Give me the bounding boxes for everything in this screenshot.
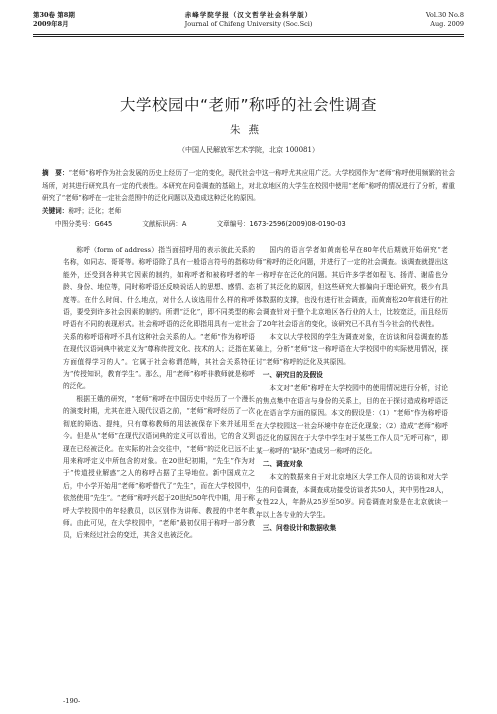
right-column — [256, 244, 448, 535]
date-en: Aug. 2009 — [430, 20, 464, 28]
header-rule — [33, 34, 464, 35]
article-title: 大学校园中“老师”称呼的社会性调查 — [119, 96, 378, 114]
clc-number: 中图分类号：G645 — [55, 220, 113, 228]
keywords — [42, 205, 455, 218]
date-cn: 2009年8月 — [33, 20, 69, 28]
section-heading: 二、调查对象 — [262, 459, 303, 468]
keywords-text: 称呼；泛化；老师 — [68, 206, 122, 215]
affiliation: （中国人民解放军艺术学院，北京 100081） — [178, 146, 319, 154]
journal-title-en: Journal of Chifeng University (Soc.Sci) — [184, 20, 313, 28]
abstract-label: 摘 要： — [42, 169, 69, 177]
section-heading: 三、问卷设计和数据收集 — [262, 523, 337, 532]
volume-en: Vol.30 No.8 — [425, 11, 464, 19]
article-number: 文章编号：1673-2596(2009)08-0190-03 — [216, 220, 346, 228]
abstract-text: “老师”称呼作为社会发展的历史上经历了一定的变化，现代社会中这一称呼尤其应用广泛。大学校园作为“老师”称呼使用频繁的社会场所，对其进行研究具有一定的代表性。本研究在问卷调查的基础上，对北京地区的大学生在校园中使用“老师”称呼的情况进行了分析，着重研究了“老师”称呼在一定社会范围中的泛化问题以及造成这种泛化的原因。 — [42, 169, 455, 202]
paragraph: 国内的语言学者如黄南松早在80年代后期就开始研究“老师”称呼的泛化问题，并进行了一定的社会调查。该调查就提出这一称呼存在泛化的问题。其后许多学者如程飞、扬青、谢盾也分析了其泛化的原因，但这些研究大都偏向于理论研究，极少有具体数据的支撑，也没有进行社会调查，而黄南松20年前进行的社会调查针对于整个北京地区各行业的人士，比较宽泛，而且经历了20年社会语言的变化，该研究已不具有当今社会的代表性。 — [256, 246, 448, 329]
abstract — [42, 167, 455, 217]
header-center — [33, 11, 464, 29]
document-code: 文献标识码：A — [142, 220, 187, 228]
left-column — [63, 244, 255, 542]
volume-cn: 第30卷 第8期 — [33, 11, 75, 19]
section-heading: 一、研究目的及假设 — [262, 371, 323, 380]
paragraph: 称呼（form of address）指当面招呼用的表示彼此关系的名称，如同志、哥哥等。称呼语除了具有一般语言符号的指称功能外，还受到各种其它因素的制约，如称呼者和被称呼者的年龄、身份、地位等，同时称呼语还反映说话人的思想、感情、态度等。在什么时间、什么地点，对什么人该选用什么样的称呼语，要受到许多社会因素的制约。所谓“泛化”，即不同类型的称呼语有不同的表现形式。社会称呼语的泛化即指用具有一定社会关系的称呼语称呼不具有这种社会关系的人。“老师”作为称呼语在现代汉语词典中被定义为“尊称传授文化、技术的人；泛指在某方面值得学习的人”。它属于社会称谓范畴，其社会关系特征为“传授知识，教育学生”。那么，用“老师”称呼非教师就是称呼的泛化。 — [63, 246, 255, 391]
page-number: -190- — [63, 697, 81, 705]
header-rule-thin — [33, 36, 464, 37]
paragraph: 本文的数据来自于对北京地区大学工作人员的访谈和对大学生的问卷调查，本调查成功接受访谈者共50人，其中男性28人，女性22人，年龄从25岁至50岁。问卷调查对象是在北京就读一年以上各专业的大学生。 — [256, 473, 448, 519]
paragraph: 本文以大学校园的学生为调查对象，在访谈和问卷调查的基础上，分析“老师”这一称呼语在大学校园中的实际使用情况，探讨“老师”称呼的泛化及其原因。 — [256, 332, 448, 366]
header-right — [426, 11, 464, 29]
classification-line — [55, 218, 455, 231]
journal-title-cn: 赤峰学院学报（汉文哲学社会科学版） — [184, 11, 313, 19]
keywords-label: 关键词： — [42, 206, 69, 215]
paragraph: 本文对“老师”称呼在大学校园中的使用情况进行分析，讨论的焦点集中在语言与身份的关系上，目的在于探讨造成称呼语泛化在语言学方面的原因。本文的假设是：（1）“老师”作为称呼语在大学校园这一社会环境中存在泛化现象；（2）造成“老师”称呼语泛化的原因在于大学中学生对于某些工作人员“无呼可称”，即某一称呼的“缺环”造成另一称呼的泛化。 — [256, 384, 448, 455]
author: 朱燕 — [230, 124, 267, 136]
paragraph: 根据王娥的研究，“老师”称呼在中国历史中经历了一个漫长的演变时期，尤其在进入现代汉语之前，“老师”称呼经历了一次彻底的筛选、提纯，只有尊称教师的用法被保存下来并延用至今。但是从“老师”在现代汉语词典的定义可以看出，它的含义到现在已经被泛化。在实际的社会交往中，“老师”的泛化已远不止用来称呼定义中所包含的对象。在20世纪初期，“先生”作为对于“传道授业解惑”之人的称呼占据了主导地位。新中国成立之后，中小学开始用“老师”称呼替代了“先生”，而在大学校园中，依然使用“先生”。“老师”称呼兴起于20世纪50年代中期，用于称呼大学校园中的年轻教员，以区别作为讲师、教授的中老年教师。由此可见，在大学校园中，“老师”最初仅用于称呼一部分教员，后来经过社会的变迁，其含义也被泛化。 — [63, 394, 255, 540]
